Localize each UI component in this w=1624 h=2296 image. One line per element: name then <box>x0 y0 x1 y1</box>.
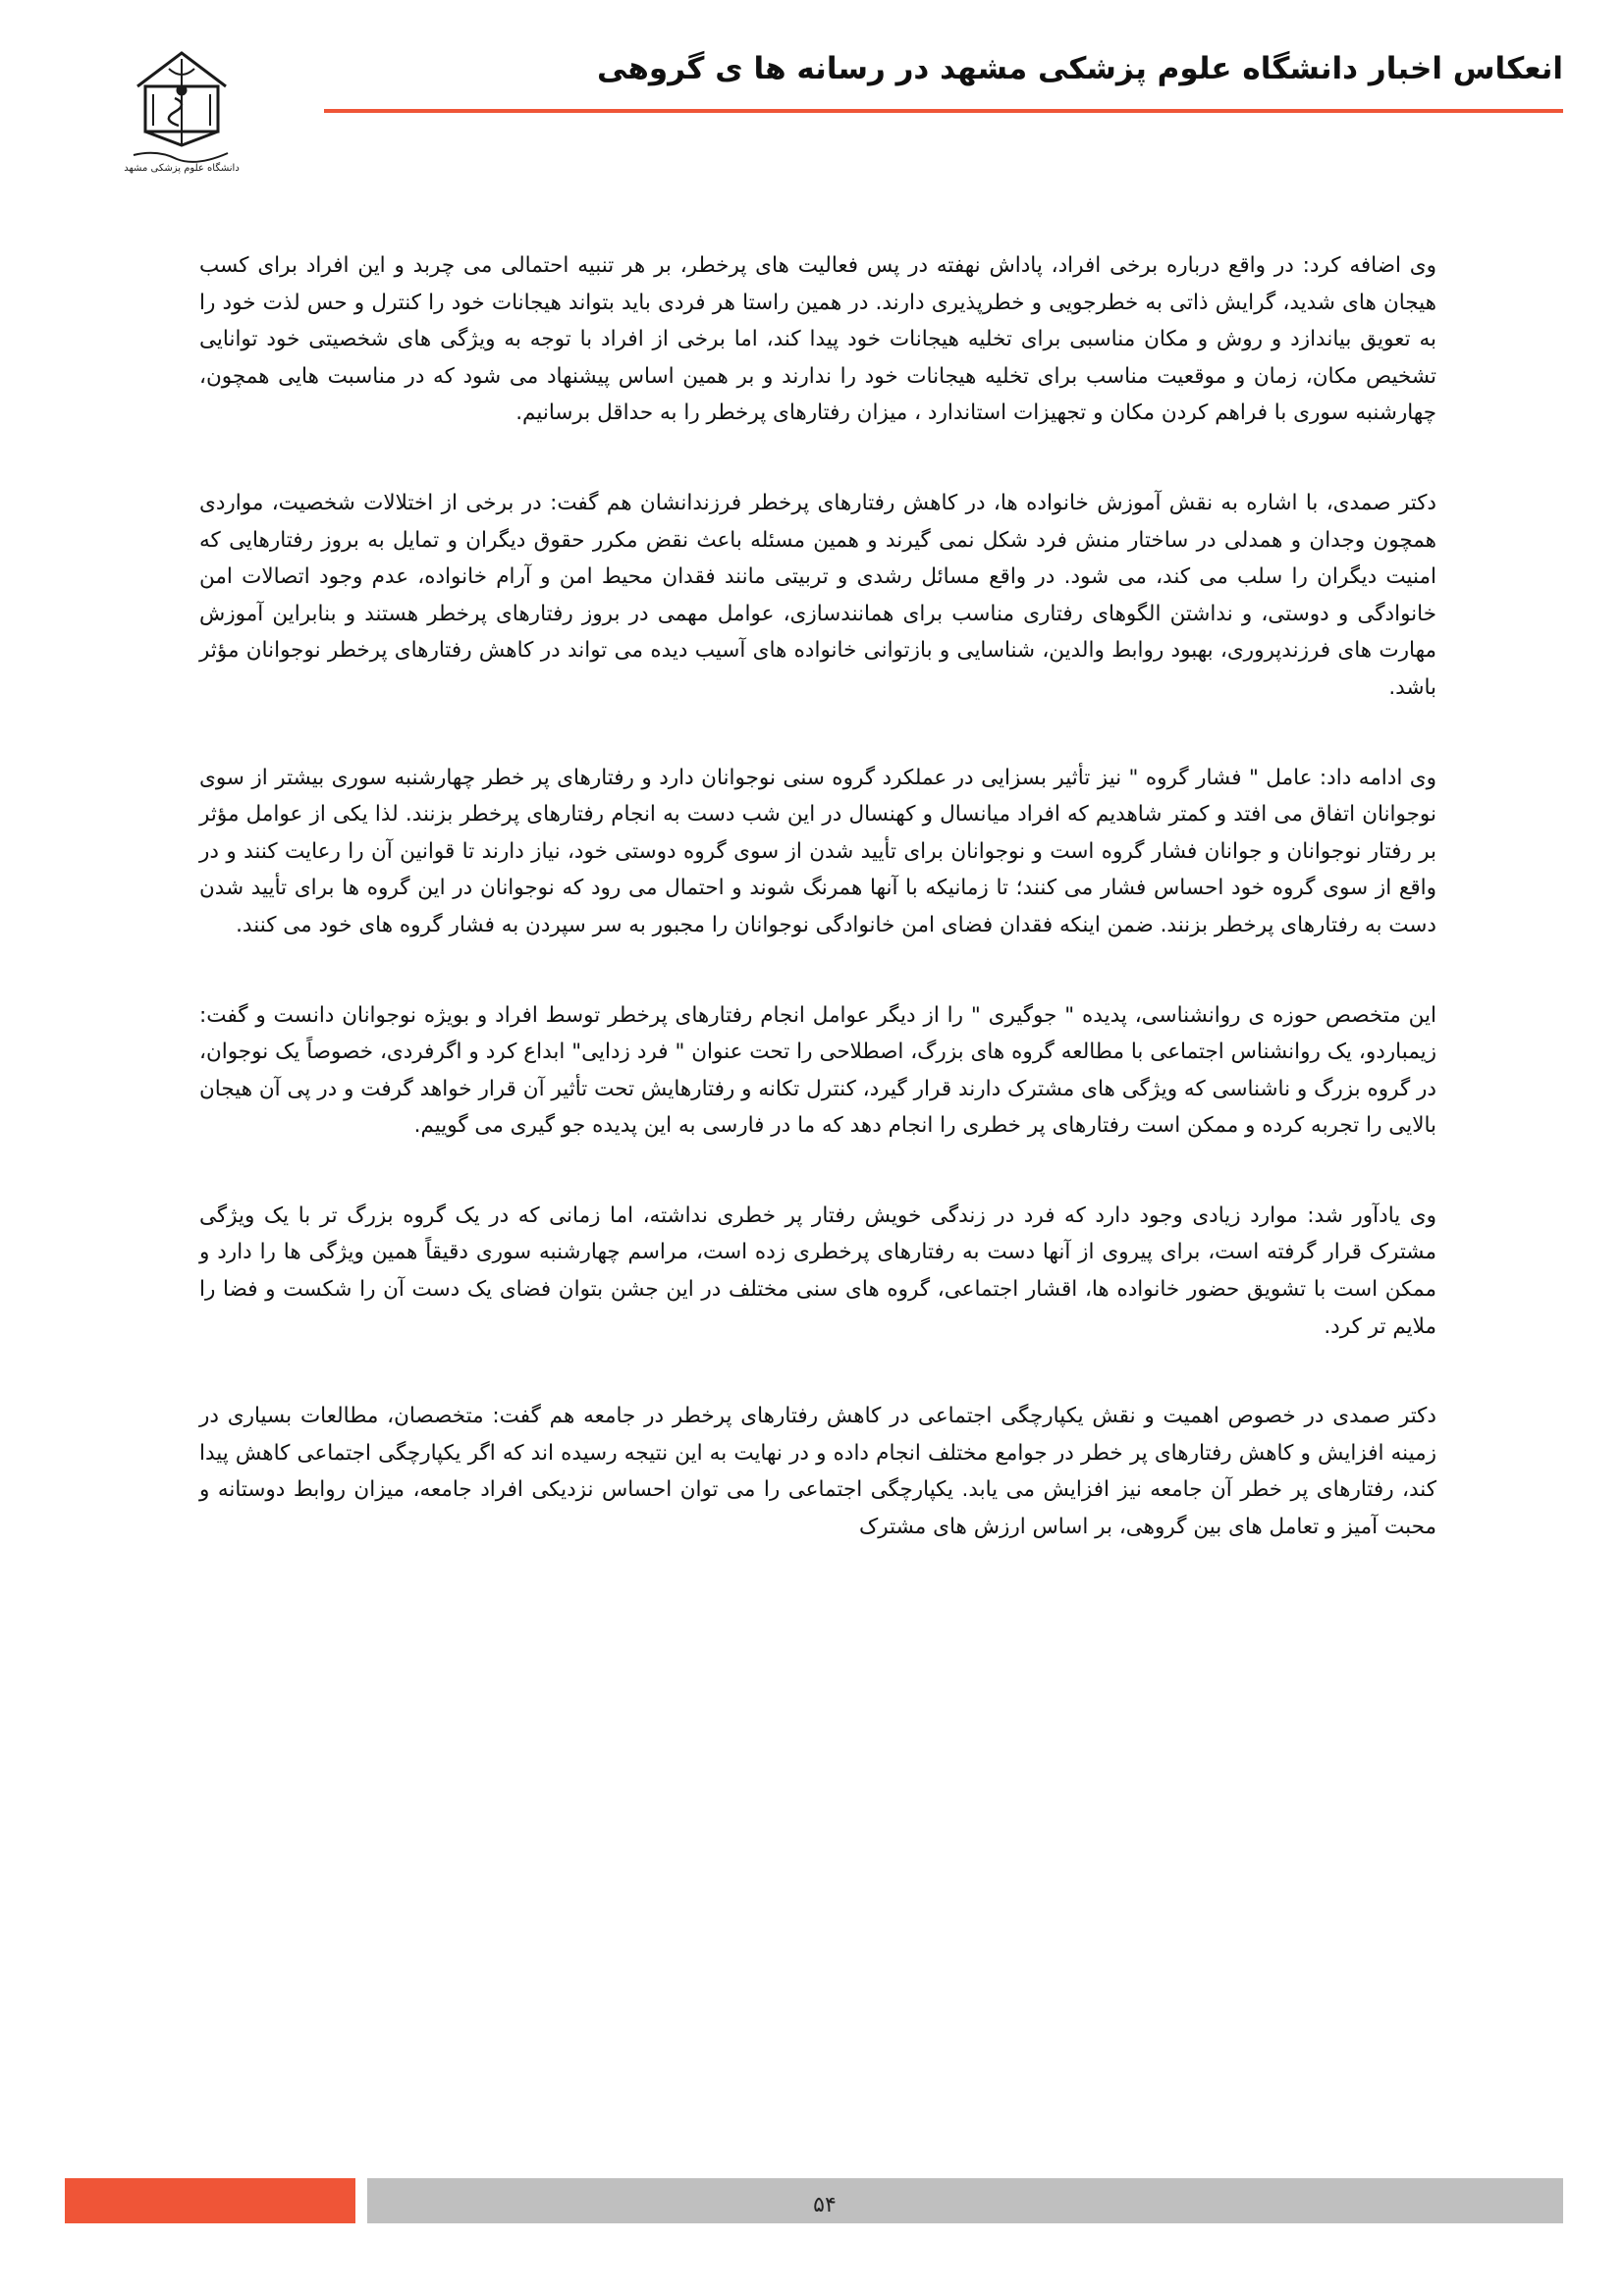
logo-caption: دانشگاه علوم پزشکی مشهد <box>124 163 240 174</box>
paragraph: این متخصص حوزه ی روانشناسی، پدیده " جوگیری " را از دیگر عوامل انجام رفتارهای پرخطر توسط افراد و بویژه نوجوانان دانست و گفت: زیمباردو، یک روانشناس اجتماعی با مطالعه گروه های بزرگ، اصطلاحی را تحت عنوان " فرد زدایی" ابداع کرد و اگرفردی، خصوصاً یک نوجوان، در گروه بزرگ و ناشناسی که ویژگی های مشترک دارند قرار گیرد، کنترل تکانه و رفتارهایش تحت تأثیر آن قرار خواهد گرفت و در پی آن هیجان بالایی را تجربه کرده و ممکن است رفتارهای پر خطری را انجام دهد که ما در فارسی به این پدیده جو گیری می گوییم. <box>199 1002 1436 1139</box>
paragraph: دکتر صمدی در خصوص اهمیت و نقش یکپارچگی اجتماعی در کاهش رفتارهای پرخطر در جامعه هم گفت: متخصصان، مطالعات بسیاری در زمینه افزایش و کاهش رفتارهای پر خطر در جوامع مختلف انجام داده و در نهایت به این نتیجه رسیده اند که اگر یکپارچگی اجتماعی کاهش پیدا کند، رفتارهای پر خطر آن جامعه نیز افزایش می یابد. یکپارچگی اجتماعی را می توان احساس نزدیکی افراد جامعه، میزان روابط دوستانه و محبت آمیز و تعامل های بین گروهی، بر اساس ارزش های مشترک <box>199 1404 1436 1540</box>
page-number: ۵۴ <box>813 2193 837 2217</box>
article-body <box>199 247 1436 1599</box>
page-header-title: انعکاس اخبار دانشگاه علوم پزشکی مشهد در رسانه ها ی گروهی <box>597 51 1563 86</box>
university-emblem-icon <box>118 39 245 177</box>
footer-accent-bar <box>65 2178 355 2223</box>
paragraph: دکتر صمدی، با اشاره به نقش آموزش خانواده ها، در کاهش رفتارهای پرخطر فرزندانشان هم گفت: در برخی از اختلالات شخصیت، مواردی همچون وجدان و همدلی در ساختار منش فرد شکل نمی گیرند و همین مسئله باعث نقض مکرر حقوق دیگران و تمایل به بروز رفتارهایی که امنیت دیگران را سلب می کند، می شود. در واقع مسائل رشدی و تربیتی مانند فقدان محیط امن و آرام خانواده، عدم وجود اتصالات امن خانوادگی و دوستی، و نداشتن الگوهای رفتاری مناسب برای همانندسازی، عوامل مهمی در بروز رفتارهای پرخطر هستند و بنابراین آموزش مهارت های فرزندپروری، بهبود روابط والدین، شناسایی و بازتوانی خانواده های آسیب دیده می تواند در کاهش رفتارهای پرخطر نوجوانان مؤثر باشد. <box>199 490 1436 700</box>
paragraph: وی یادآور شد: موارد زیادی وجود دارد که فرد در زندگی خویش رفتار پر خطری نداشته، اما زمانی که در یک گروه بزرگ تر با یک ویژگی مشترک قرار گرفته است، برای پیروی از آنها دست به رفتارهای پرخطری زده است، مراسم چهارشنبه سوری دقیقاً همین ویژگی ها را دارد و ممکن است با تشویق حضور خانواده ها، اقشار اجتماعی، گروه های سنی مختلف در این جشن بتوان فضای یک دست آن را شکست و فضا را ملایم تر کرد. <box>199 1202 1436 1339</box>
footer-bar <box>367 2178 1563 2223</box>
paragraph: وی اضافه کرد: در واقع درباره برخی افراد، پاداش نهفته در پس فعالیت های پرخطر، بر هر تنبیه احتمالی می چربد و این افراد برای کسب هیجان های شدید، گرایش ذاتی به خطرجویی و خطرپذیری دارند. در همین راستا هر فردی باید بتواند هیجانات خود را کنترل و حس لذت خود را به تعویق بیاندازد و روش و مکان مناسبی برای تخلیه هیجانات خود پیدا کند، اما برخی از افراد با توجه به ویژگی های شخصیتی خود توانایی تشخیص مکان، زمان و موقعیت مناسب برای تخلیه هیجانات خود را ندارند و بر همین اساس پیشنهاد می شود که در مناسبت هایی همچون، چهارشنبه سوری با فراهم کردن مکان و تجهیزات استاندارد ، میزان رفتارهای پرخطر را به حداقل برسانیم. <box>199 253 1436 426</box>
paragraph: وی ادامه داد: عامل " فشار گروه " نیز تأثیر بسزایی در عملکرد گروه سنی نوجوانان دارد و رفتارهای پر خطر چهارشنبه سوری بیشتر از سوی نوجوانان اتفاق می افتد و کمتر شاهدیم که افراد میانسال و کهنسال در این شب دست به انجام رفتارهای پرخطر بزنند. لذا یکی از عوامل مؤثر بر رفتار نوجوانان و جوانان فشار گروه است و نوجوانان برای تأیید شدن از سوی گروه دوستی خود، نیاز دارند تا قوانین آن را رعایت کنند و در واقع از سوی گروه خود احساس فشار می کنند؛ تا زمانیکه با آنها همرنگ شوند و احتمال می رود که نوجوانان در این گروه ها برای تأیید شدن دست به رفتارهای پرخطر بزنند. ضمن اینکه فقدان فضای امن خانوادگی نوجوانان را مجبور به سر سپردن به فشار گروه های خود می کنند. <box>199 765 1436 937</box>
header-divider <box>324 109 1563 113</box>
university-logo <box>118 39 245 177</box>
